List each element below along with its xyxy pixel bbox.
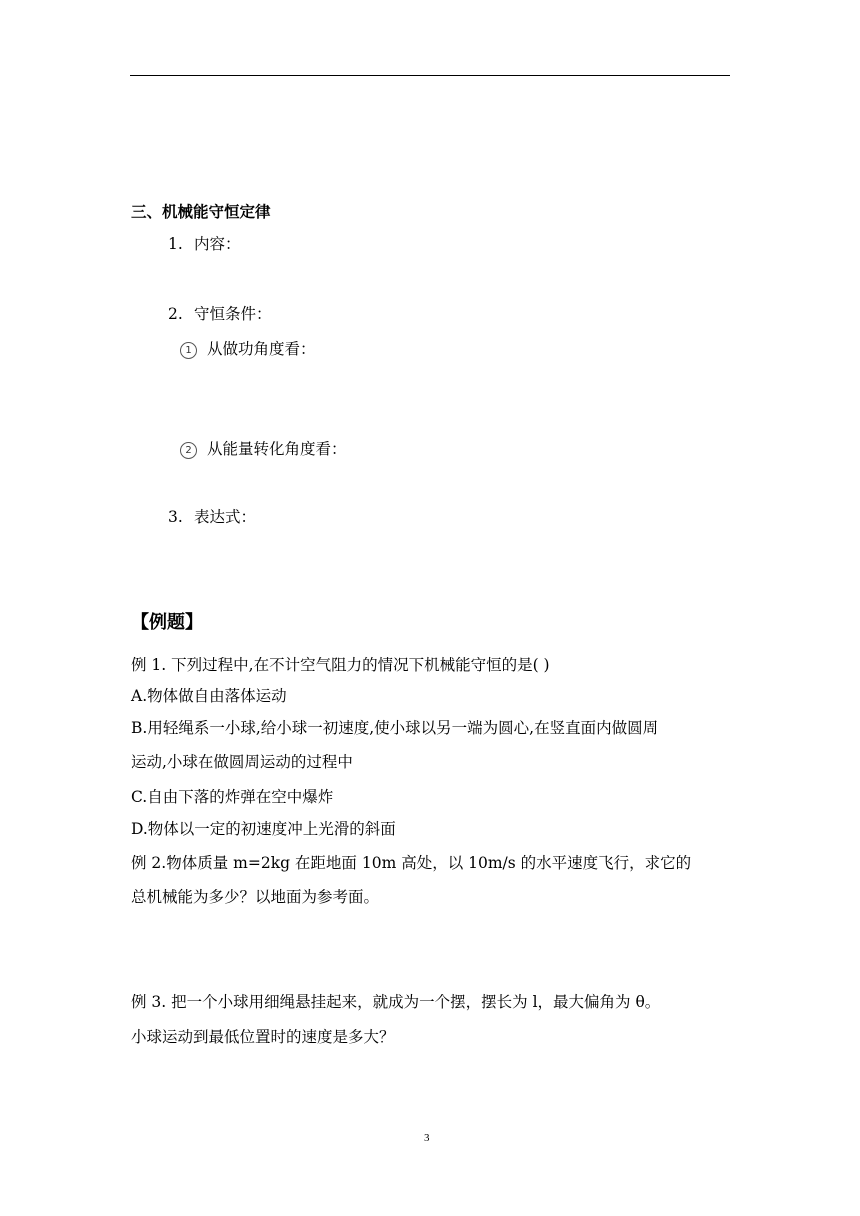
- example-1-option-a: A.物体做自由落体运动: [131, 687, 287, 705]
- header-rule: [130, 75, 730, 76]
- example-1-question: 例 1. 下列过程中,在不计空气阻力的情况下机械能守恒的是( ): [131, 656, 550, 674]
- item-number: 2.: [168, 305, 183, 323]
- item-conservation-conditions: [168, 304, 272, 324]
- condition-energy: [180, 439, 347, 459]
- condition-work: [180, 339, 316, 359]
- item-number: 3.: [168, 508, 183, 526]
- condition-label: 从能量转化角度看：: [207, 440, 347, 458]
- page-number: 3: [424, 1132, 430, 1144]
- section-title: 三、机械能守恒定律: [131, 202, 271, 221]
- item-number: 1.: [168, 235, 183, 253]
- item-label: 内容：: [194, 235, 241, 253]
- example-1-option-c: C.自由下落的炸弹在空中爆炸: [131, 788, 334, 806]
- example-2-line-2: 总机械能为多少？以地面为参考面。: [131, 888, 380, 906]
- item-expression: [168, 507, 256, 527]
- example-1-option-d: D.物体以一定的初速度冲上光滑的斜面: [131, 820, 396, 838]
- condition-label: 从做功角度看：: [207, 340, 316, 358]
- example-1-option-b-continued: 运动,小球在做圆周运动的过程中: [131, 753, 353, 771]
- circled-number-two: 2: [180, 442, 197, 459]
- item-label: 守恒条件：: [194, 305, 272, 323]
- example-1-option-b: B.用轻绳系一小球,给小球一初速度,使小球以另一端为圆心,在竖直面内做圆周: [131, 719, 659, 737]
- circled-number-one: 1: [180, 342, 197, 359]
- example-3-line-1: 例 3. 把一个小球用细绳悬挂起来，就成为一个摆，摆长为 l，最大偏角为 θ。: [131, 993, 661, 1011]
- item-label: 表达式：: [194, 508, 257, 526]
- example-3-line-2: 小球运动到最低位置时的速度是多大？: [131, 1028, 395, 1046]
- item-content: [168, 234, 241, 254]
- examples-heading: 【例题】: [131, 612, 203, 633]
- example-2-line-1: 例 2.物体质量 m=2kg 在距地面 10m 高处，以 10m/s 的水平速度飞行，求它的: [131, 854, 692, 872]
